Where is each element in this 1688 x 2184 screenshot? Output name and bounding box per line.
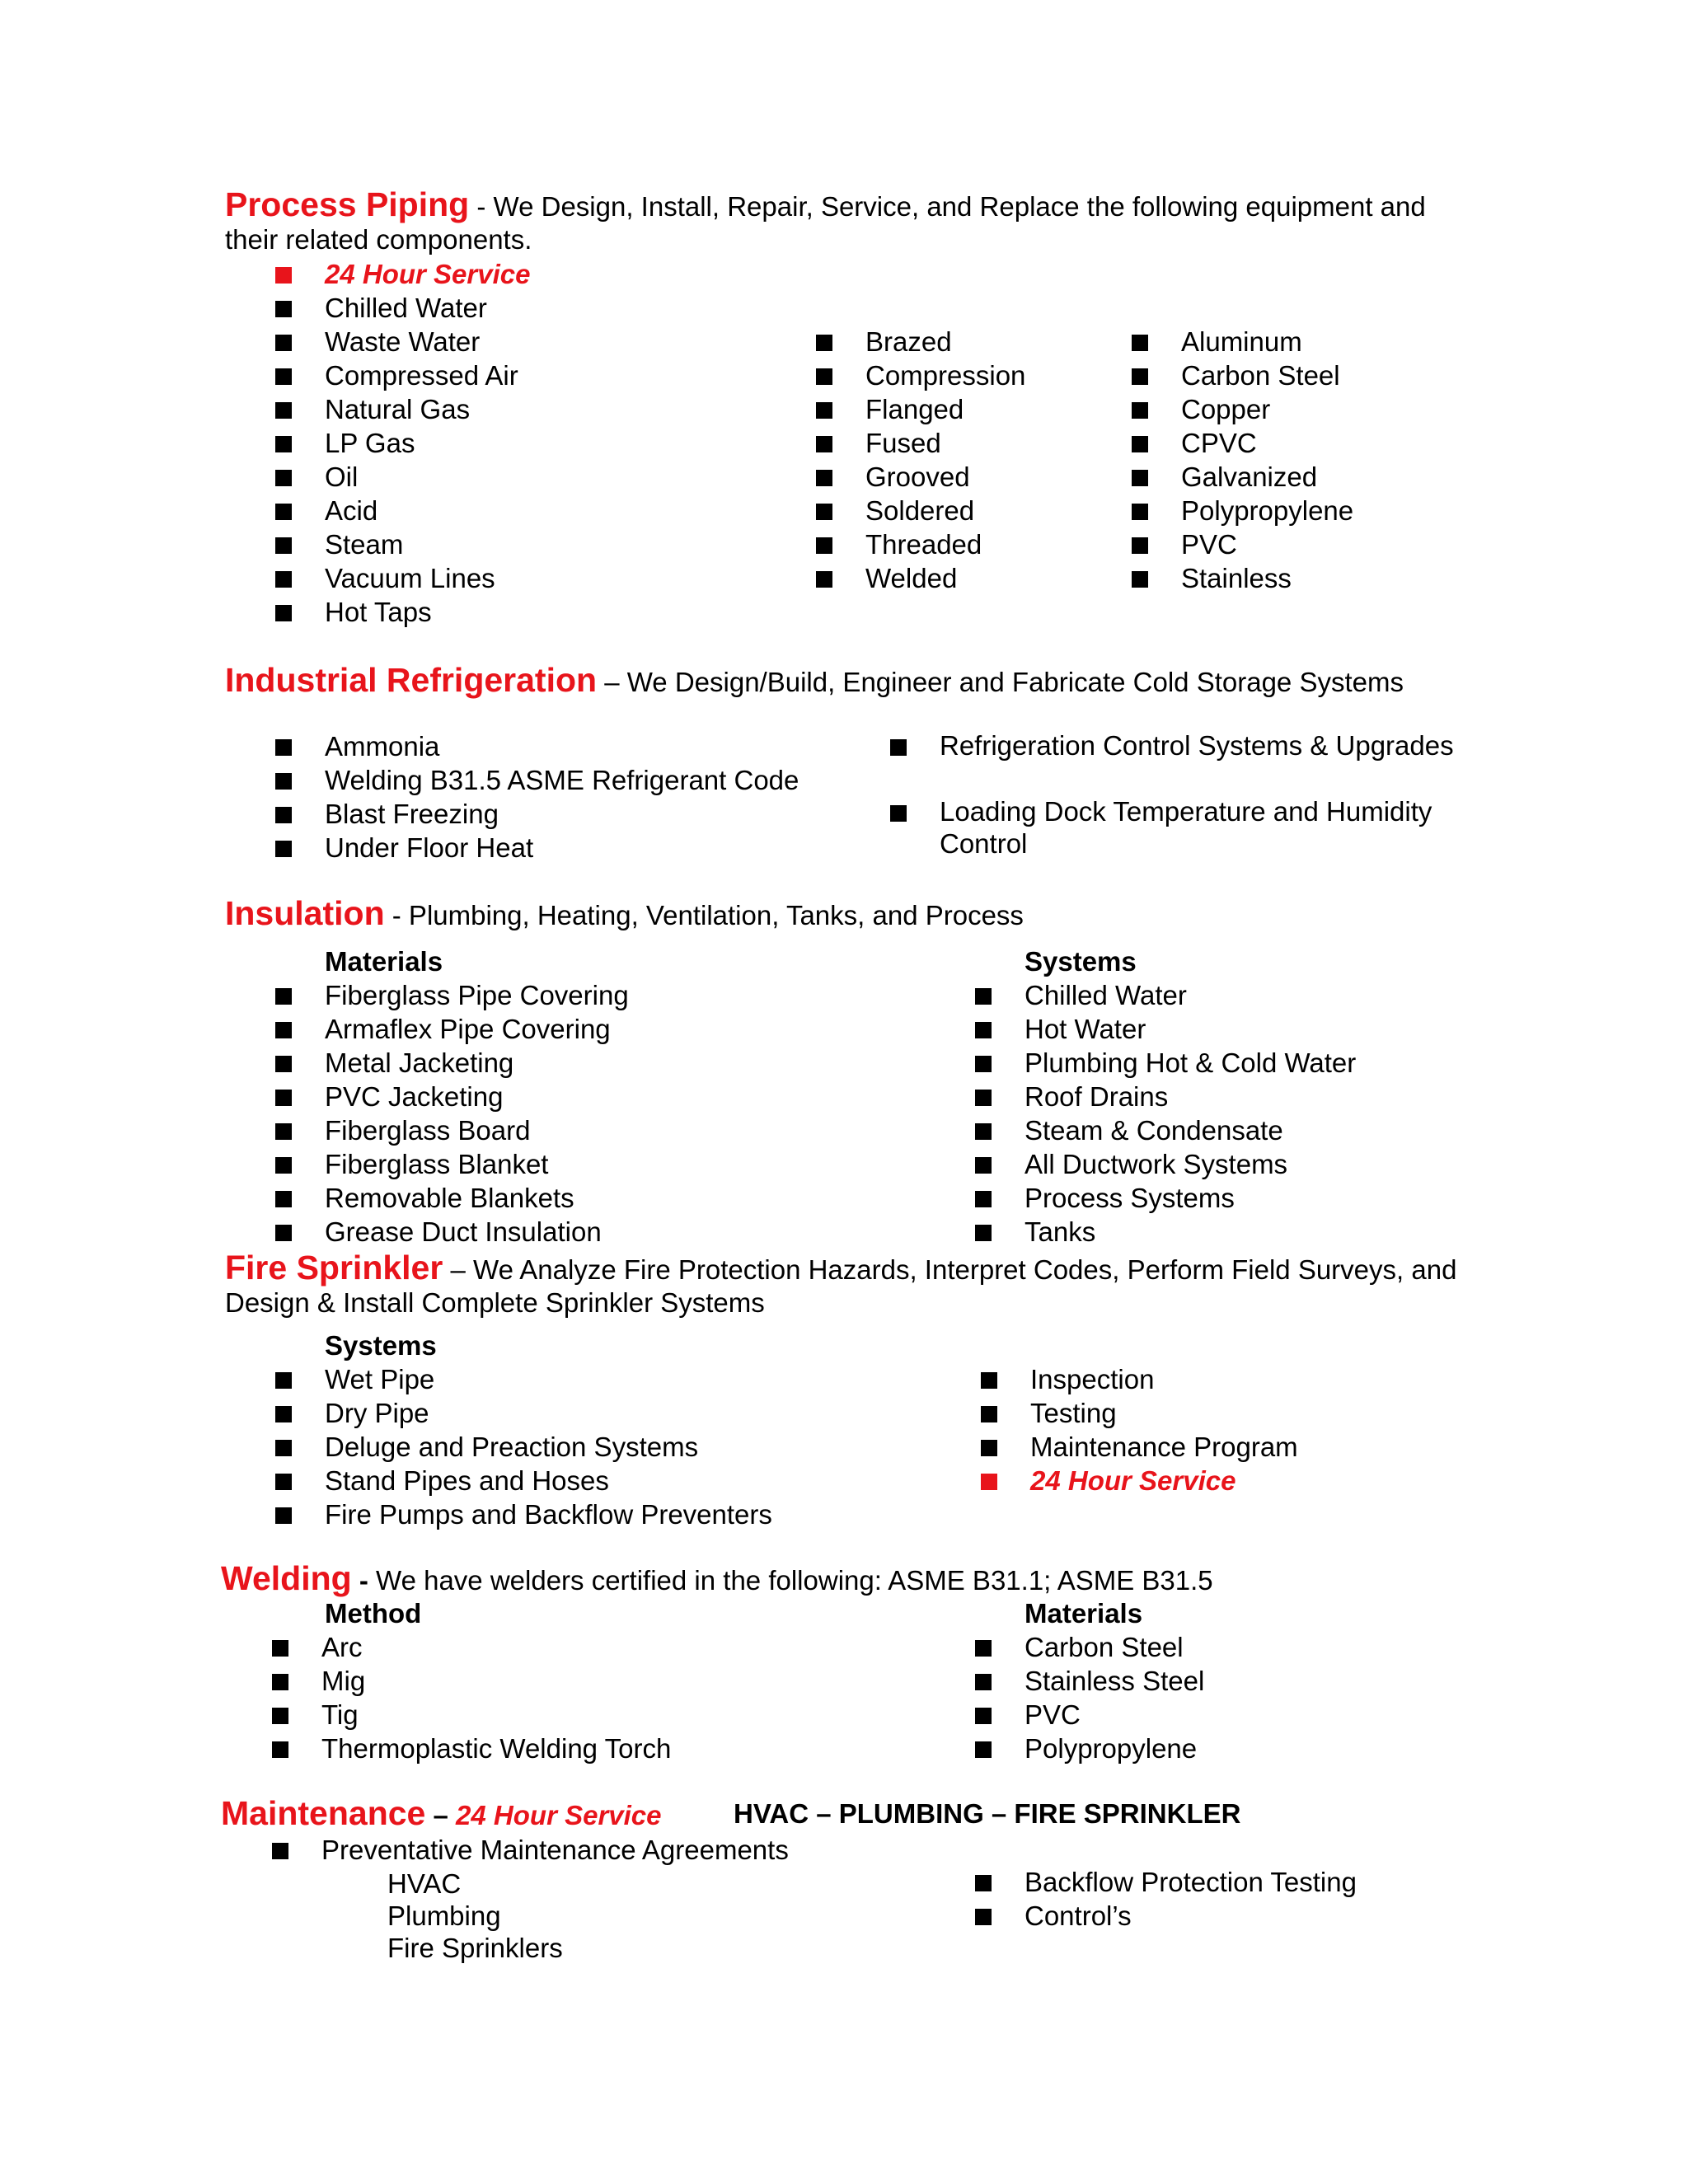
bullet-square-icon (981, 1406, 997, 1422)
list-item-text: Maintenance Program (1030, 1432, 1298, 1462)
list-item-text: Blast Freezing (325, 799, 499, 829)
list-item-text: Deluge and Preaction Systems (325, 1432, 699, 1462)
bullet-square-icon (816, 368, 832, 385)
maintenance-trades: HVAC – PLUMBING – FIRE SPRINKLER (734, 1798, 1241, 1829)
insulation-heading (225, 894, 1024, 932)
list-item-text: Stainless (1181, 563, 1292, 593)
list-item-text: Ammonia (325, 731, 440, 762)
list-item-text: Compression (865, 360, 1026, 391)
list-item-text: Waste Water (325, 326, 481, 357)
bullet-square-icon (975, 1674, 992, 1690)
list-item-text: PVC (1025, 1699, 1081, 1730)
bullet-square-icon (275, 1157, 292, 1174)
list-item-text: Wet Pipe (325, 1364, 435, 1394)
industrial-refrigeration-heading (225, 663, 1404, 699)
bullet-square-icon (275, 1191, 292, 1207)
list-item-text: Oil (325, 462, 359, 492)
bullet-square-icon (275, 436, 292, 452)
list-item-text: Stainless Steel (1025, 1666, 1205, 1696)
bullet-square-icon (1132, 571, 1148, 588)
list-item-text: Process Systems (1025, 1183, 1235, 1213)
section-description: - Plumbing, Heating, Ventilation, Tanks, and Process (384, 900, 1024, 930)
bullet-square-icon (275, 605, 292, 621)
bullet-square-icon (816, 537, 832, 554)
list-item-text: PVC Jacketing (325, 1081, 504, 1112)
bullet-square-icon (890, 805, 907, 822)
bullet-square-icon (975, 1157, 992, 1174)
bullet-square-icon (275, 988, 292, 1005)
section-description: – We Analyze Fire Protection Hazards, Interpret Codes, Perform Field Surveys, and Design & Install Complete Sprinkler Systems (225, 1254, 1457, 1318)
bullet-square-icon (1132, 537, 1148, 554)
bullet-square-icon (275, 1090, 292, 1106)
list-item-text: Grease Duct Insulation (325, 1216, 602, 1247)
bullet-square-icon (275, 1372, 292, 1389)
bullet-square-icon (275, 335, 292, 351)
list-item-text: 24 Hour Service (325, 259, 531, 289)
bullet-square-icon (981, 1440, 997, 1456)
bullet-square-icon (275, 1507, 292, 1524)
list-item-text: Dry Pipe (325, 1398, 429, 1428)
list-item-text: Soldered (865, 495, 975, 526)
list-item-text: Fiberglass Board (325, 1115, 531, 1146)
bullet-square-icon (816, 504, 832, 520)
bullet-square-icon (981, 1474, 997, 1490)
section-title: Process Piping (225, 185, 470, 223)
list-item-text: Threaded (865, 529, 982, 560)
bullet-square-icon (975, 1090, 992, 1106)
bullet-square-icon (975, 1909, 992, 1925)
bullet-square-icon (975, 1640, 992, 1657)
section-description: We have welders certified in the following: ASME B31.1; ASME B31.5 (368, 1565, 1213, 1596)
service-label: 24 Hour Service (456, 1800, 662, 1830)
bullet-square-icon (816, 335, 832, 351)
systems-label: Systems (325, 1330, 437, 1361)
list-item-text: Mig (321, 1666, 366, 1696)
bullet-square-icon (272, 1674, 288, 1690)
bullet-square-icon (816, 470, 832, 486)
list-item-text: Welded (865, 563, 958, 593)
bullet-square-icon (275, 1123, 292, 1140)
list-item-text: PVC (1181, 529, 1237, 560)
materials-label: Materials (1025, 1598, 1143, 1629)
bullet-square-icon (272, 1843, 288, 1859)
list-item-text: Chilled Water (1025, 980, 1187, 1010)
list-item-text: All Ductwork Systems (1025, 1149, 1288, 1179)
list-item-text: Refrigeration Control Systems & Upgrades (940, 730, 1454, 761)
list-item-text: Fused (865, 428, 941, 458)
section-description: - We Design, Install, Repair, Service, and Replace the following equipment and their related components. (225, 191, 1426, 255)
bullet-square-icon (275, 739, 292, 756)
bullet-square-icon (275, 537, 292, 554)
list-item-text: LP Gas (325, 428, 415, 458)
title-dash: – (425, 1800, 457, 1830)
bullet-square-icon (275, 470, 292, 486)
subitem: HVAC (387, 1868, 462, 1899)
list-item-text: Grooved (865, 462, 970, 492)
list-item-text: Fiberglass Blanket (325, 1149, 549, 1179)
list-item-text: Copper (1181, 394, 1271, 424)
bullet-square-icon (275, 807, 292, 823)
list-item-text: Removable Blankets (325, 1183, 574, 1213)
list-item-text: Steam (325, 529, 404, 560)
materials-label: Materials (325, 946, 443, 977)
bullet-square-icon (275, 301, 292, 317)
bullet-square-icon (975, 1875, 992, 1891)
bullet-square-icon (1132, 335, 1148, 351)
bullet-square-icon (975, 1741, 992, 1758)
list-item-text: Stand Pipes and Hoses (325, 1465, 609, 1496)
section-title: Welding (221, 1559, 352, 1597)
list-item-text: Thermoplastic Welding Torch (321, 1733, 672, 1764)
list-item-text: Hot Water (1025, 1014, 1146, 1044)
list-item-text: Fire Pumps and Backflow Preventers (325, 1499, 772, 1530)
list-item-text: Control’s (1025, 1900, 1132, 1931)
list-item-text: Polypropylene (1025, 1733, 1198, 1764)
bullet-square-icon (272, 1741, 288, 1758)
bullet-square-icon (275, 1056, 292, 1072)
list-item-text: Carbon Steel (1181, 360, 1340, 391)
list-item-text: Backflow Protection Testing (1025, 1867, 1357, 1897)
maintenance-heading (221, 1794, 662, 1832)
bullet-square-icon (275, 841, 292, 857)
list-item-text: Tig (321, 1699, 359, 1730)
bullet-square-icon (275, 1022, 292, 1038)
list-item-text: Preventative Maintenance Agreements (321, 1835, 789, 1865)
bullet-square-icon (975, 1191, 992, 1207)
section-title: Maintenance (221, 1794, 426, 1832)
bullet-square-icon (975, 1056, 992, 1072)
list-item-text: Under Floor Heat (325, 832, 534, 863)
bullet-square-icon (1132, 436, 1148, 452)
maintenance-subitems (272, 1867, 563, 1963)
list-item-text: Hot Taps (325, 597, 432, 627)
list-item-text: Armaflex Pipe Covering (325, 1014, 611, 1044)
bullet-square-icon (816, 436, 832, 452)
welding-heading (221, 1559, 1213, 1597)
list-item-text: Brazed (865, 326, 952, 357)
bullet-square-icon (1132, 504, 1148, 520)
list-item-text: Flanged (865, 394, 964, 424)
section-title: Insulation (225, 894, 385, 932)
bullet-square-icon (275, 402, 292, 419)
list-item-text: Metal Jacketing (325, 1047, 514, 1078)
bullet-square-icon (275, 1440, 292, 1456)
list-item-text: Arc (321, 1632, 363, 1662)
method-label: Method (325, 1598, 422, 1629)
bullet-square-icon (816, 402, 832, 419)
list-item-text: Acid (325, 495, 378, 526)
list-item-text: Roof Drains (1025, 1081, 1169, 1112)
list-item-text: Galvanized (1181, 462, 1318, 492)
bullet-square-icon (275, 773, 292, 790)
bullet-square-icon (890, 739, 907, 756)
bullet-square-icon (816, 571, 832, 588)
bullet-square-icon (975, 988, 992, 1005)
list-item-text: 24 Hour Service (1030, 1465, 1236, 1496)
list-item-text: Loading Dock Temperature and Humidity Control (940, 796, 1432, 859)
bullet-square-icon (975, 1225, 992, 1241)
subitem: Plumbing (387, 1900, 501, 1931)
bullet-square-icon (275, 504, 292, 520)
list-item-text: Carbon Steel (1025, 1632, 1184, 1662)
list-item-text: Chilled Water (325, 293, 487, 323)
bullet-square-icon (981, 1372, 997, 1389)
title-dash: - (351, 1565, 368, 1596)
list-item-text: Steam & Condensate (1025, 1115, 1283, 1146)
bullet-square-icon (275, 571, 292, 588)
bullet-square-icon (1132, 368, 1148, 385)
list-item-text: Vacuum Lines (325, 563, 495, 593)
subitem: Fire Sprinklers (387, 1933, 563, 1963)
bullet-square-icon (275, 1406, 292, 1422)
bullet-square-icon (272, 1640, 288, 1657)
bullet-square-icon (272, 1708, 288, 1724)
bullet-square-icon (975, 1123, 992, 1140)
bullet-square-icon (975, 1022, 992, 1038)
bullet-square-icon (275, 1474, 292, 1490)
list-item-text: CPVC (1181, 428, 1257, 458)
list-item (272, 1833, 789, 1867)
list-item-text: Welding B31.5 ASME Refrigerant Code (325, 765, 799, 795)
maintenance-list-left (272, 1833, 789, 1963)
bullet-square-icon (1132, 470, 1148, 486)
process-piping-heading (225, 185, 1461, 256)
bullet-square-icon (275, 368, 292, 385)
list-item-text: Inspection (1030, 1364, 1155, 1394)
list-item-text: Natural Gas (325, 394, 471, 424)
list-item-text: Plumbing Hot & Cold Water (1025, 1047, 1357, 1078)
list-item-text: Fiberglass Pipe Covering (325, 980, 629, 1010)
bullet-square-icon (1132, 402, 1148, 419)
fire-sprinkler-heading (225, 1251, 1461, 1319)
section-title: Fire Sprinkler (225, 1249, 443, 1286)
list-item-text: Compressed Air (325, 360, 518, 391)
section-title: Industrial Refrigeration (225, 661, 598, 699)
bullet-square-icon (275, 1225, 292, 1241)
bullet-square-icon (275, 267, 292, 284)
list-item-text: Aluminum (1181, 326, 1302, 357)
list-item-text: Tanks (1025, 1216, 1096, 1247)
bullet-square-icon (975, 1708, 992, 1724)
list-item-text: Testing (1030, 1398, 1117, 1428)
list-item-text: Polypropylene (1181, 495, 1354, 526)
systems-label: Systems (1025, 946, 1137, 977)
section-description: – We Design/Build, Engineer and Fabricate Cold Storage Systems (597, 667, 1404, 697)
